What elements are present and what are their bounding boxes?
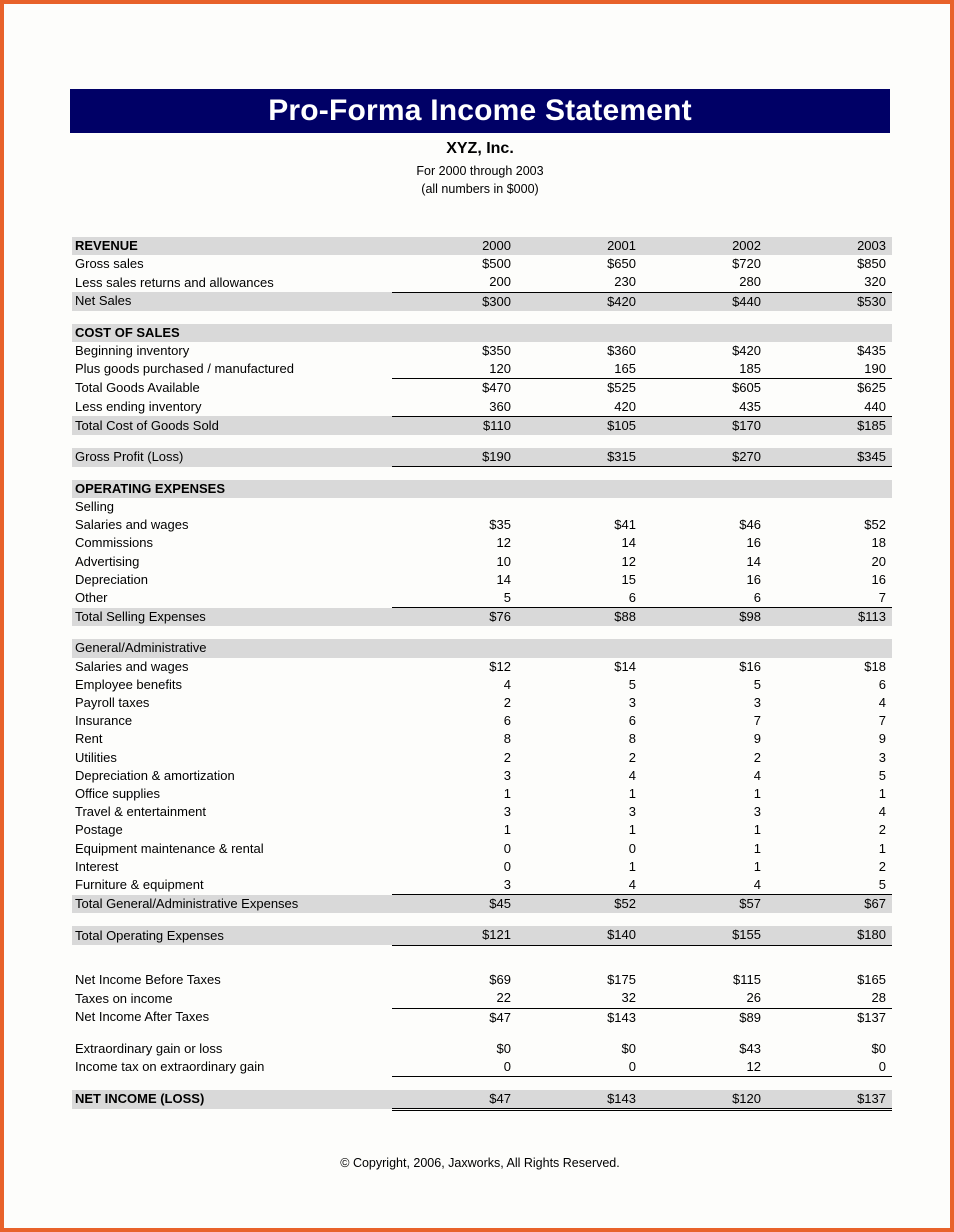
cell	[767, 480, 892, 498]
row-label: Other	[75, 590, 108, 606]
cell: $120	[642, 1090, 767, 1110]
cell: 12	[621, 553, 636, 569]
page-title: Pro-Forma Income Statement	[268, 94, 692, 127]
cell: $625	[857, 380, 886, 396]
row-label: Total Selling Expenses	[72, 608, 392, 627]
cell: $530	[767, 292, 892, 311]
table-row	[72, 858, 892, 876]
cell: 7	[878, 713, 886, 729]
cell: 14	[746, 553, 761, 569]
row-label: Total Goods Available	[75, 380, 200, 396]
table-row-gross-profit	[72, 448, 892, 467]
cell: 4	[517, 876, 642, 895]
cell: 190	[767, 360, 892, 379]
table-row	[72, 255, 892, 273]
cell: 230	[517, 273, 642, 292]
cell: 120	[392, 360, 517, 379]
cell: $45	[392, 895, 517, 914]
table-row-section-cost-of-sales	[72, 324, 892, 342]
table-row	[72, 342, 892, 360]
cell: 6	[878, 676, 886, 692]
table-row-subsection-selling	[72, 498, 892, 516]
table-row-total-goods-available	[72, 379, 892, 398]
row-label: Total Operating Expenses	[72, 926, 392, 945]
cell: $315	[517, 448, 642, 467]
cell: 18	[871, 535, 886, 551]
cell: $420	[517, 292, 642, 311]
cell: $143	[517, 1090, 642, 1110]
table-row	[72, 767, 892, 785]
cell: 165	[517, 360, 642, 379]
cell: 2	[878, 858, 886, 874]
cell: $500	[482, 256, 511, 272]
cell: $435	[857, 343, 886, 359]
cell: 2	[628, 749, 636, 765]
cell: 1	[628, 822, 636, 838]
income-statement-table	[72, 237, 892, 1111]
table-row	[72, 876, 892, 895]
table-row-section-revenue	[72, 237, 892, 255]
cell: 0	[517, 1058, 642, 1077]
cell: 3	[753, 694, 761, 710]
cell: $137	[857, 1009, 886, 1025]
cell: 1	[503, 822, 511, 838]
spacer-row	[72, 626, 892, 639]
table-row	[72, 534, 892, 552]
cell: 3	[753, 804, 761, 820]
cell: $47	[392, 1090, 517, 1110]
cell: 16	[871, 571, 886, 587]
spacer-row	[72, 1077, 892, 1090]
cell: 1	[753, 785, 761, 801]
cell: 200	[392, 273, 517, 292]
cell: 0	[767, 1058, 892, 1077]
cell: 420	[517, 398, 642, 417]
spacer-row	[72, 467, 892, 480]
cell: $121	[392, 926, 517, 945]
cell: 1	[503, 785, 511, 801]
cell: $155	[642, 926, 767, 945]
table-row-net-income-before-taxes	[72, 971, 892, 989]
row-label: Taxes on income	[75, 990, 173, 1006]
cell: 15	[621, 571, 636, 587]
period-label: For 2000 through 2003	[416, 164, 544, 178]
row-label: Income tax on extraordinary gain	[75, 1059, 265, 1075]
table-row-total-operating-expenses	[72, 926, 892, 945]
cell: $89	[739, 1009, 761, 1025]
table-row	[72, 1058, 892, 1077]
table-row	[72, 694, 892, 712]
row-label: Plus goods purchased / manufactured	[75, 361, 294, 377]
cell: 6	[503, 713, 511, 729]
row-label: Salaries and wages	[75, 658, 189, 674]
spacer-row	[72, 913, 892, 926]
table-row	[72, 273, 892, 292]
row-label: Net Income Before Taxes	[75, 972, 221, 988]
row-label: Furniture & equipment	[75, 877, 204, 893]
cell: 440	[767, 398, 892, 417]
cell: $175	[607, 972, 636, 988]
cell: 5	[767, 876, 892, 895]
cell: 3	[628, 804, 636, 820]
cell: 16	[746, 571, 761, 587]
row-label: Net Income After Taxes	[75, 1009, 210, 1025]
cell: 280	[642, 273, 767, 292]
cell: 4	[878, 694, 886, 710]
table-row	[72, 658, 892, 676]
row-label: Selling	[75, 498, 115, 514]
cell: $46	[739, 517, 761, 533]
spacer-row	[72, 311, 892, 324]
cell: 16	[746, 535, 761, 551]
cell: 7	[767, 589, 892, 608]
table-row	[72, 712, 892, 730]
table-row	[72, 821, 892, 839]
spacer-row	[72, 945, 892, 971]
cell: 1	[878, 840, 886, 856]
cell: $137	[767, 1090, 892, 1110]
cell: $360	[607, 343, 636, 359]
cell	[517, 324, 642, 342]
table-row-extraordinary-gain-loss	[72, 1040, 892, 1058]
cell: 10	[496, 553, 511, 569]
cell: $43	[739, 1040, 761, 1056]
cell: 0	[628, 840, 636, 856]
cell: 3	[628, 694, 636, 710]
row-label: Less ending inventory	[75, 398, 202, 414]
cell: 4	[878, 804, 886, 820]
cell: 12	[642, 1058, 767, 1077]
cell: 28	[767, 989, 892, 1008]
cell: 4	[753, 767, 761, 783]
cell: $720	[732, 256, 761, 272]
cell: $105	[517, 416, 642, 435]
cell: 8	[628, 731, 636, 747]
cell: 20	[871, 553, 886, 569]
cell: $420	[732, 343, 761, 359]
row-label: Beginning inventory	[75, 343, 190, 359]
row-label: Net Sales	[72, 292, 392, 311]
cell: $88	[517, 608, 642, 627]
cell: 2	[503, 694, 511, 710]
row-label: Less sales returns and allowances	[75, 274, 274, 290]
cell: $605	[732, 380, 761, 396]
table-row-net-income-after-taxes	[72, 1008, 892, 1027]
row-label: Interest	[75, 858, 119, 874]
cell: $52	[517, 895, 642, 914]
cell	[517, 498, 642, 516]
cell: 0	[503, 858, 511, 874]
table-row	[72, 676, 892, 694]
cell: $0	[871, 1040, 886, 1056]
row-label: Travel & entertainment	[75, 804, 207, 820]
row-label: Gross Profit (Loss)	[72, 448, 392, 467]
table-row-total-general-administrative	[72, 895, 892, 914]
cell: $170	[642, 416, 767, 435]
row-label: Insurance	[75, 713, 133, 729]
cell	[767, 324, 892, 342]
row-label: Gross sales	[75, 256, 144, 272]
table-row-subsection-general-administrative	[72, 639, 892, 657]
cell: $41	[614, 517, 636, 533]
cell: 14	[621, 535, 636, 551]
cell: $345	[767, 448, 892, 467]
table-row	[72, 730, 892, 748]
cell: 5	[392, 589, 517, 608]
cell: $190	[392, 448, 517, 467]
title-banner	[70, 89, 890, 133]
units-label: (all numbers in $000)	[421, 182, 539, 196]
cell: 2	[753, 749, 761, 765]
cell	[642, 480, 767, 498]
cell: 435	[642, 398, 767, 417]
cell: 4	[642, 876, 767, 895]
row-label: NET INCOME (LOSS)	[72, 1090, 392, 1110]
row-label: Equipment maintenance & rental	[75, 840, 264, 856]
table-row-net-income-loss	[72, 1090, 892, 1110]
cell: 3	[392, 876, 517, 895]
row-label: Extraordinary gain or loss	[75, 1040, 223, 1056]
row-label: Payroll taxes	[75, 694, 150, 710]
cell: $185	[767, 416, 892, 435]
cell: $0	[496, 1040, 511, 1056]
company-name: XYZ, Inc.	[446, 140, 514, 157]
cell	[767, 498, 892, 516]
table-row-section-operating-expenses	[72, 480, 892, 498]
cell: 1	[878, 785, 886, 801]
cell: 5	[878, 767, 886, 783]
cell: 2	[503, 749, 511, 765]
cell: $113	[767, 608, 892, 627]
worksheet	[4, 4, 950, 1228]
cell: 1	[753, 840, 761, 856]
cell: 0	[392, 1058, 517, 1077]
cell: 3	[503, 804, 511, 820]
cell: 3	[878, 749, 886, 765]
col-2002-header: 2002	[642, 237, 767, 255]
cell: $440	[642, 292, 767, 311]
cell: $0	[621, 1040, 636, 1056]
col-2000-header: 2000	[392, 237, 517, 255]
table-row	[72, 749, 892, 767]
cell	[392, 480, 517, 498]
cell	[767, 639, 892, 657]
table-row	[72, 840, 892, 858]
cell: $98	[642, 608, 767, 627]
cell: $650	[607, 256, 636, 272]
table-row	[72, 553, 892, 571]
row-label: Depreciation & amortization	[75, 767, 235, 783]
table-row-total-net-sales	[72, 292, 892, 311]
cell: 5	[753, 676, 761, 692]
cell: $270	[642, 448, 767, 467]
row-label: Commissions	[75, 535, 154, 551]
cell: $69	[489, 972, 511, 988]
col-2001-header: 2001	[517, 237, 642, 255]
spacer-row	[72, 1027, 892, 1040]
cell: 185	[642, 360, 767, 379]
row-label: Salaries and wages	[75, 517, 189, 533]
cell: $76	[392, 608, 517, 627]
table-row	[72, 360, 892, 379]
cell	[642, 324, 767, 342]
table-row	[72, 571, 892, 589]
cell	[392, 498, 517, 516]
cell: 3	[503, 767, 511, 783]
cell: 9	[878, 731, 886, 747]
row-label: Depreciation	[75, 571, 148, 587]
cell: 12	[496, 535, 511, 551]
cell	[517, 639, 642, 657]
table-row	[72, 589, 892, 608]
cell: 9	[753, 731, 761, 747]
cell: 4	[503, 676, 511, 692]
cell: 1	[628, 785, 636, 801]
cell: 0	[503, 840, 511, 856]
copyright-notice: © Copyright, 2006, Jaxworks, All Rights Reserved.	[340, 1156, 620, 1170]
table-row	[72, 989, 892, 1008]
cell: $300	[392, 292, 517, 311]
row-label: Advertising	[75, 553, 140, 569]
row-label: Total General/Administrative Expenses	[72, 895, 392, 914]
cell: 1	[753, 822, 761, 838]
cell	[517, 480, 642, 498]
spacer-row	[72, 435, 892, 448]
table-row	[72, 803, 892, 821]
row-label: General/Administrative	[72, 639, 392, 657]
table-row	[72, 516, 892, 534]
cell: $12	[489, 658, 511, 674]
cell: $140	[517, 926, 642, 945]
cell: $57	[642, 895, 767, 914]
cell: 22	[392, 989, 517, 1008]
row-label: Employee benefits	[75, 676, 182, 692]
cell: 6	[517, 589, 642, 608]
cell: 1	[753, 858, 761, 874]
row-label: Total Cost of Goods Sold	[72, 416, 392, 435]
cell: $110	[392, 416, 517, 435]
cell: 2	[878, 822, 886, 838]
cell: 6	[642, 589, 767, 608]
cell: $525	[607, 380, 636, 396]
cell: $165	[857, 972, 886, 988]
cell: $16	[739, 658, 761, 674]
row-label: Postage	[75, 822, 123, 838]
row-label: REVENUE	[72, 237, 392, 255]
cell: $470	[482, 380, 511, 396]
cell: 32	[517, 989, 642, 1008]
row-label: Utilities	[75, 749, 117, 765]
cell: $850	[857, 256, 886, 272]
cell: 4	[628, 767, 636, 783]
cell: 5	[628, 676, 636, 692]
cell: 6	[628, 713, 636, 729]
cell: 26	[642, 989, 767, 1008]
row-label: Rent	[75, 731, 103, 747]
cell	[642, 639, 767, 657]
cell: $115	[733, 972, 761, 988]
cell: 1	[628, 858, 636, 874]
table-row-total-cogs	[72, 416, 892, 435]
cell	[642, 498, 767, 516]
cell: $350	[482, 343, 511, 359]
cell: $67	[767, 895, 892, 914]
cell: $52	[864, 517, 886, 533]
cell: 14	[496, 571, 511, 587]
cell: $180	[767, 926, 892, 945]
cell: 8	[503, 731, 511, 747]
cell: $14	[614, 658, 636, 674]
row-label: Office supplies	[75, 785, 161, 801]
row-label: COST OF SALES	[72, 324, 392, 342]
row-label: OPERATING EXPENSES	[72, 480, 392, 498]
table-row-total-selling-expenses	[72, 608, 892, 627]
cell	[392, 324, 517, 342]
table-row	[72, 785, 892, 803]
cell	[392, 639, 517, 657]
table-row	[72, 398, 892, 417]
col-2003-header: 2003	[767, 237, 892, 255]
cell: $143	[607, 1009, 636, 1025]
cell: 360	[392, 398, 517, 417]
cell: $18	[864, 658, 886, 674]
cell: $35	[489, 517, 511, 533]
cell: 320	[767, 273, 892, 292]
cell: $47	[489, 1009, 511, 1025]
cell: 7	[753, 713, 761, 729]
